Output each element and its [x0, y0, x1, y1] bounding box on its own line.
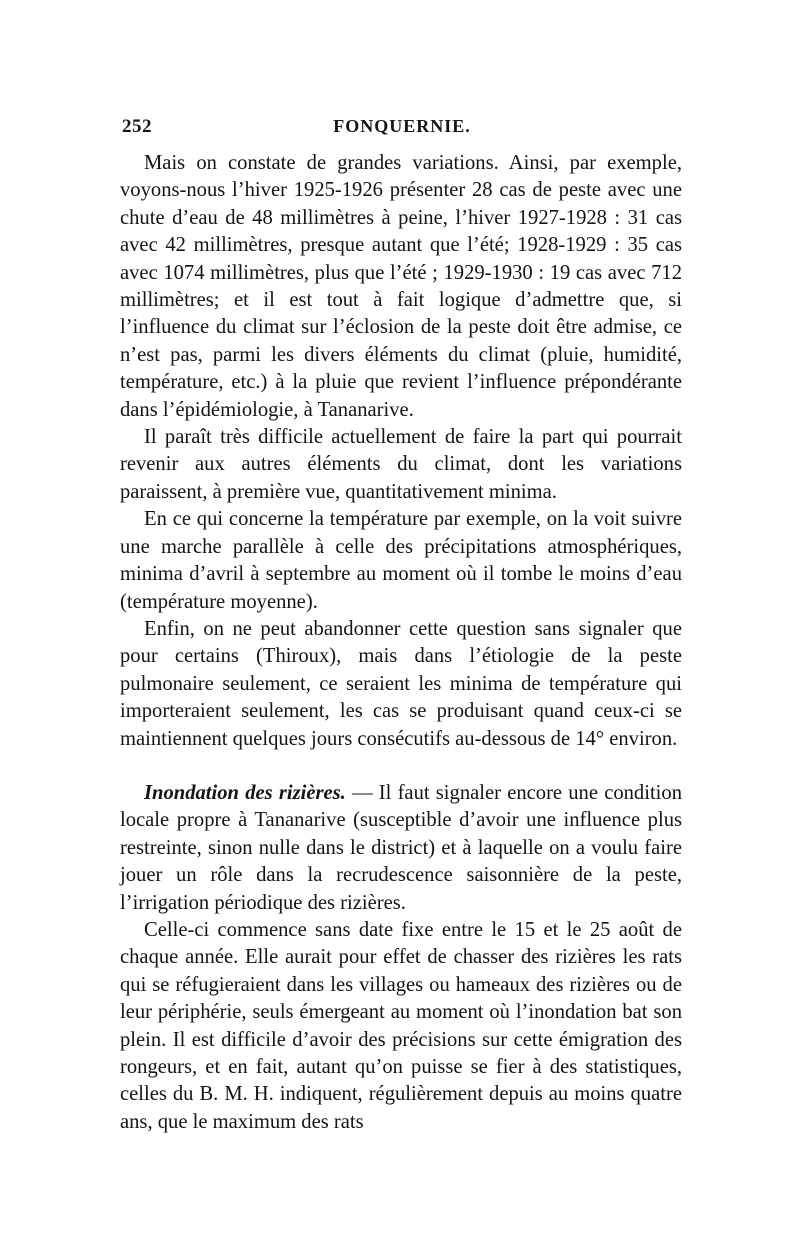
- paragraph: En ce qui concerne la température par exemple, on la voit suivre une marche parallèle à celle des précipitations atmosphériques, minima d’avril à septembre au moment où il tombe le moins d’eau (température moyenne).: [120, 508, 682, 613]
- paragraph: Celle-ci commence sans date fixe entre le 15 et le 25 août de chaque année. Elle aurait pour effet de chasser des rizières les rats qui se réfugieraient dans les villages ou hameaux des rizières ou de leur périphérie, seuls émergeant au moment où l’inondation bat son plein. Il est difficile d’avoir des précisions sur cette émigration des rongeurs, et en fait, autant qu’on puisse se fier à des statistiques, celles du B. M. H. indiquent, régulièrement depuis au moins quatre ans, que le maximum des rats: [120, 918, 682, 1133]
- page-number: 252: [122, 116, 152, 137]
- section-dash: —: [345, 781, 379, 804]
- paragraph: Enfin, on ne peut abandonner cette question sans signaler que pour certains (Thiroux), mais dans l’étiologie de la peste pulmonaire seulement, ce seraient les minima de température qui importeraient seulement, les cas se produisant quand ceux-ci se maintiennent quelques jours consécutifs au-dessous de 14° environ.: [120, 617, 682, 750]
- paragraph: Il paraît très difficile actuellement de faire la part qui pourrait revenir aux autres éléments du climat, dont les variations paraissent, à première vue, quantitativement minima.: [120, 426, 682, 503]
- section-text: Il faut signaler encore une condition locale propre à Tananarive (susceptible d’avoir une influence plus restreinte, sinon nulle dans le district) et à laquelle on a voulu faire jouer un rôle dans la recrudescence saisonnière de la peste, l’irrigation périodique des rizières.: [120, 781, 682, 914]
- body-text: [120, 150, 682, 1136]
- section-gap: [120, 753, 682, 780]
- section-paragraph: [120, 780, 682, 917]
- section-title: Inondation des rizières.: [144, 781, 346, 804]
- running-title: FONQUERNIE.: [333, 116, 471, 136]
- page-header: [122, 116, 682, 142]
- paragraph: Mais on constate de grandes variations. Ainsi, par exemple, voyons-nous l’hiver 1925-1926 présenter 28 cas de peste avec une chute d’eau de 48 millimètres à peine, l’hiver 1927-1928 : 31 cas avec 42 millimètres, presque autant que l’été; 1928-1929 : 35 cas avec 1074 millimètres, plus que l’été ; 1929-1930 : 19 cas avec 712 millimètres; et il est tout à fait logique d’admettre que, si l’influence du climat sur l’éclosion de la peste doit être admise, ce n’est pas, parmi les divers éléments du climat (pluie, humidité, température, etc.) à la pluie que revient l’influence prépondérante dans l’épidémiologie, à Tananarive.: [120, 152, 682, 421]
